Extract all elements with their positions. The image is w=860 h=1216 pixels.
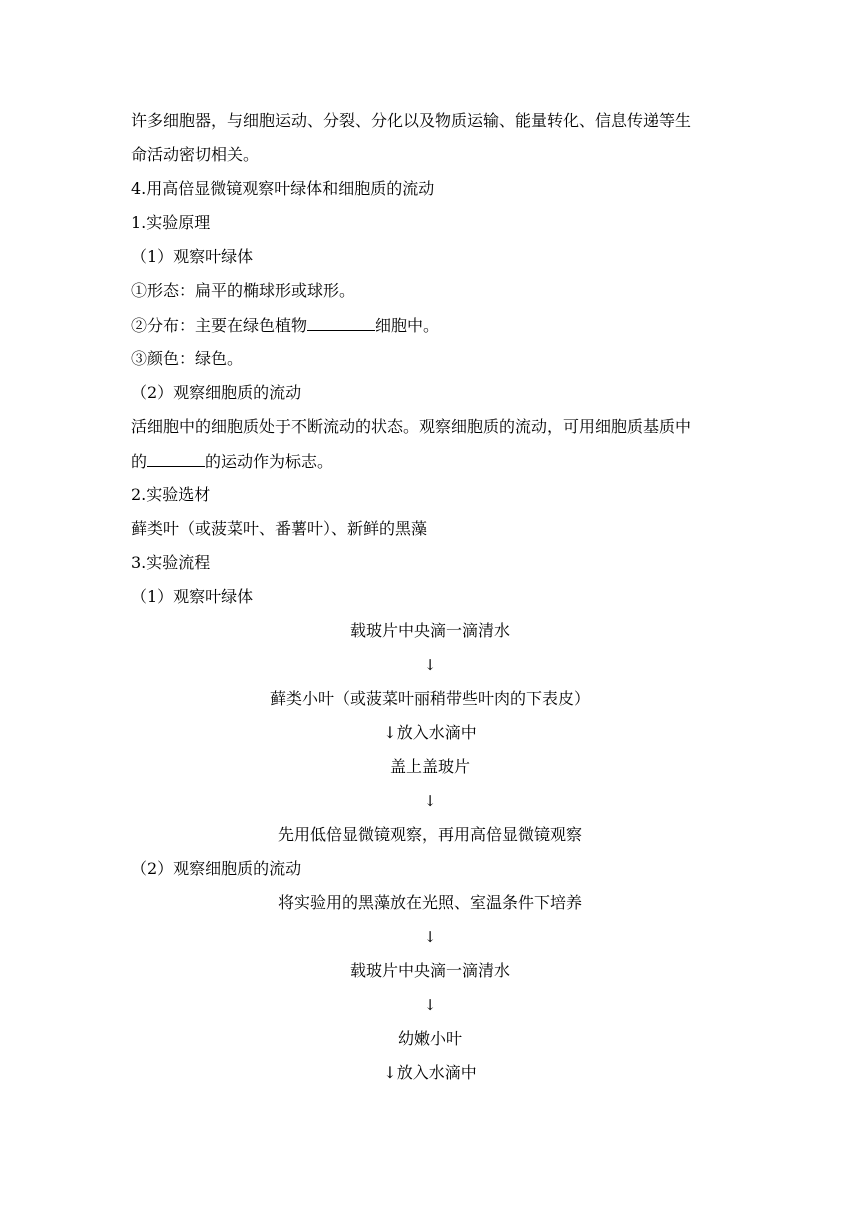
procedure-title: 3.实验流程 [131,553,211,572]
down-arrow-icon: ↓ [423,996,437,1014]
flow1-arrow-with-note: ↓放入水滴中 [383,723,477,742]
principle-title: 1.实验原理 [131,213,211,232]
cytoplasm-flow-line-1: 活细胞中的细胞质处于不断流动的状态。观察细胞质的流动，可用细胞质基质中 [131,417,692,436]
fill-in-blank [147,449,205,467]
flow-text-before: 的 [131,452,148,471]
intro-line-2: 命活动密切相关。 [131,145,260,164]
principle-sub1-title: （1）观察叶绿体 [131,247,254,266]
procedure-sub1-title: （1）观察叶绿体 [131,587,254,606]
flow2-step-3: 幼嫩小叶 [397,1029,462,1048]
chloroplast-shape: ①形态：扁平的椭球形或球形。 [131,281,356,300]
down-arrow-icon: ↓ [423,656,437,674]
intro-line-1: 许多细胞器，与细胞运动、分裂、分化以及物质运输、能量转化、信息传递等生 [131,111,692,130]
chloroplast-distribution [131,313,439,337]
flow1-step-2: 藓类小叶（或菠菜叶丽稍带些叶肉的下表皮） [269,689,590,708]
flow2-step-2: 载玻片中央滴一滴清水 [349,961,510,980]
flow2-step-1: 将实验用的黑藻放在光照、室温条件下培养 [277,893,582,912]
flow1-step-4: 先用低倍显微镜观察，再用高倍显微镜观察 [277,825,582,844]
cytoplasm-flow-line-2 [131,449,333,473]
down-arrow-icon: ↓ [423,792,437,810]
flow2-arrow-with-note: ↓放入水滴中 [383,1063,477,1082]
section-4-title: 4.用高倍显微镜观察叶绿体和细胞质的流动 [131,179,435,198]
flow-text-after: 的运动作为标志。 [205,452,334,471]
principle-sub2-title: （2）观察细胞质的流动 [131,383,302,402]
flow1-step-1: 载玻片中央滴一滴清水 [349,621,510,640]
flow1-step-3: 盖上盖玻片 [389,757,470,776]
fill-in-blank [307,313,375,331]
materials-text: 藓类叶（或菠菜叶、番薯叶）、新鲜的黑藻 [131,519,428,538]
distribution-text-before: ②分布：主要在绿色植物 [131,316,308,335]
chloroplast-color: ③颜色：绿色。 [131,349,244,368]
procedure-sub2-title: （2）观察细胞质的流动 [131,859,302,878]
materials-title: 2.实验选材 [131,485,211,504]
distribution-text-after: 细胞中。 [375,316,440,335]
down-arrow-icon: ↓ [423,928,437,946]
